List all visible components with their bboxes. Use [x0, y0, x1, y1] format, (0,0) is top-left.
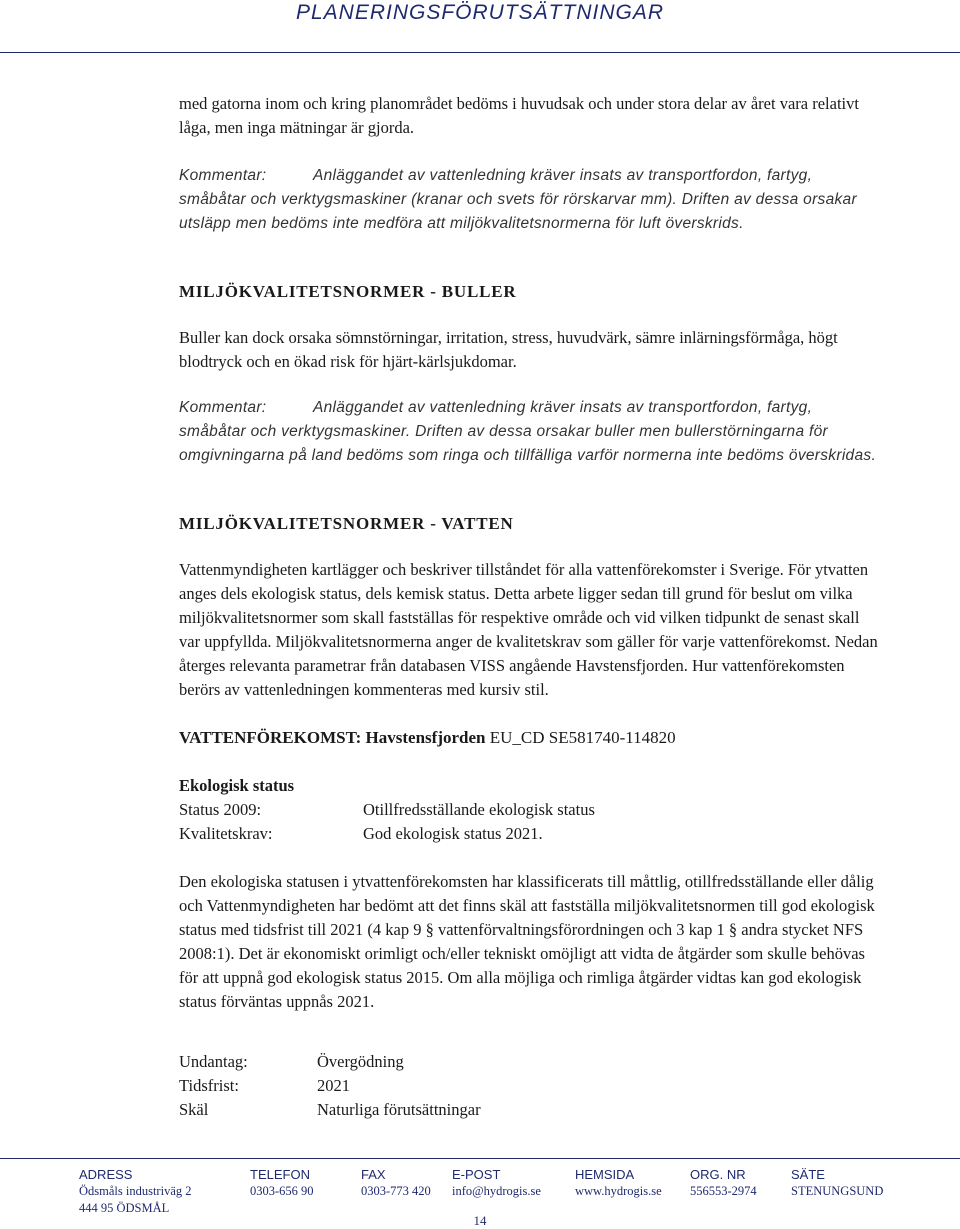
kvalitetskrav-key: Kvalitetskrav:	[179, 824, 273, 843]
footer-hemsida-label: HEMSIDA	[575, 1167, 635, 1182]
status-value: Otillfredsställande ekologisk status	[363, 800, 595, 819]
document-body	[179, 92, 879, 1122]
skal-row	[179, 1098, 879, 1122]
status-row	[179, 798, 879, 822]
vatten-heading: MILJÖKVALITETSNORMER - VATTEN	[179, 514, 514, 533]
footer-epost	[452, 1166, 541, 1200]
undantag-key: Undantag:	[179, 1052, 248, 1071]
kvalitetskrav-row	[179, 822, 879, 846]
page-number: 14	[473, 1213, 487, 1228]
comment-text: Anläggandet av vattenledning kräver insats av transportfordon, fartyg, småbåtar och verktygsmaskiner (kranar och svets för rörskarvar mm). Driften av dessa orsakar utsläpp men bedöms inte medföra att miljökvalitetsnormerna för luft överskrids.	[179, 167, 857, 232]
footer-epost-link[interactable]: info@hydrogis.se	[452, 1184, 541, 1198]
vattenforekomst-label: VATTENFÖREKOMST: Havstensfjorden	[179, 728, 486, 747]
tidsfrist-value: 2021	[317, 1076, 350, 1095]
footer-fax-label: FAX	[361, 1167, 386, 1182]
kvalitetskrav-value: God ekologisk status 2021.	[363, 824, 543, 843]
footer-divider	[0, 1158, 960, 1159]
footer-sate	[791, 1166, 883, 1200]
comment-label: Kommentar:	[179, 167, 267, 184]
footer-orgnr-value: 556553-2974	[690, 1184, 757, 1198]
buller-heading: MILJÖKVALITETSNORMER - BULLER	[179, 282, 517, 301]
ekologisk-heading: Ekologisk status	[179, 776, 295, 795]
intro-comment	[179, 164, 879, 236]
footer-epost-label: E-POST	[452, 1167, 501, 1182]
vattenforekomst-line	[179, 726, 879, 750]
tidsfrist-row	[179, 1074, 879, 1098]
undantag-value: Övergödning	[317, 1052, 404, 1071]
header-divider	[0, 52, 960, 53]
vatten-paragraph: Vattenmyndigheten kartlägger och beskriver tillståndet för alla vattenförekomster i Sverige. För ytvatten anges dels ekologisk status, dels kemisk status. Detta arbete ligger sedan till grund för beslut om vilka miljökvalitetsnormer som skall fastställas för respektive område och vid vilken tidpunkt de senast skall var uppfyllda. Miljökvalitetsnormerna anger de kvalitetskrav som gäller för varje vattenförekomst. Nedan återges relevanta parametrar från databasen VISS angående Havstensfjorden. Hur vattenförekomsten berörs av vattenledningen kommenteras med kursiv stil.	[179, 560, 878, 699]
undantag-table	[179, 1050, 879, 1122]
skal-value: Naturliga förutsättningar	[317, 1100, 481, 1119]
buller-comment	[179, 396, 879, 468]
status-key: Status 2009:	[179, 800, 262, 819]
footer-adress-label: ADRESS	[79, 1167, 133, 1182]
comment-label: Kommentar:	[179, 399, 267, 416]
footer-telefon-value: 0303-656 90	[250, 1184, 314, 1198]
page-header-title: PLANERINGSFÖRUTSÄTTNINGAR	[295, 1, 665, 24]
buller-paragraph: Buller kan dock orsaka sömnstörningar, irritation, stress, huvudvärk, sämre inlärningsförmåga, högt blodtryck och en ökad risk för hjärt-kärlsjukdomar.	[179, 328, 838, 371]
footer-adress-line2: 444 95 ÖDSMÅL	[79, 1201, 170, 1215]
tidsfrist-key: Tidsfrist:	[179, 1076, 239, 1095]
footer-hemsida-link[interactable]: www.hydrogis.se	[575, 1184, 662, 1198]
footer-orgnr-label: ORG. NR	[690, 1167, 746, 1182]
footer-fax	[361, 1166, 431, 1200]
intro-paragraph: med gatorna inom och kring planområdet bedöms i huvudsak och under stora delar av året vara relativt låga, men inga mätningar är gjorda.	[179, 94, 859, 137]
ekologisk-paragraph: Den ekologiska statusen i ytvattenförekomsten har klassificerats till måttlig, otillfredsställande eller dålig och Vattenmyndigheten har bedömt att det finns skäl att fastställa miljökvalitetsnormen till god ekologisk status med tidsfrist till 2021 (4 kap 9 § vattenförvaltningsförordningen och 3 kap 1 § andra stycket NFS 2008:1). Det är ekonomiskt orimligt och/eller tekniskt omöjligt att vidta de åtgärder som skulle behövas för att uppnå god ekologisk status 2015. Om alla möjliga och rimliga åtgärder vidtas kan god ekologisk status förväntas uppnås 2021.	[179, 872, 875, 1011]
footer-orgnr	[690, 1166, 757, 1200]
footer-telefon	[250, 1166, 314, 1200]
footer-adress	[79, 1166, 192, 1217]
footer-sate-label: SÄTE	[791, 1167, 825, 1182]
footer-adress-line1: Ödsmåls industriväg 2	[79, 1184, 192, 1198]
footer-sate-value: STENUNGSUND	[791, 1184, 884, 1198]
footer-telefon-label: TELEFON	[250, 1167, 310, 1182]
skal-key: Skäl	[179, 1100, 209, 1119]
vattenforekomst-code: EU_CD SE581740-114820	[485, 728, 676, 747]
comment-text: Anläggandet av vattenledning kräver insats av transportfordon, fartyg, småbåtar och verktygsmaskiner. Driften av dessa orsakar buller men bullerstörningarna för omgivningarna på land bedöms som ringa och tillfälliga varför normerna inte bedöms överskridas.	[179, 399, 877, 464]
undantag-row	[179, 1050, 879, 1074]
footer-hemsida	[575, 1166, 662, 1200]
footer-fax-value: 0303-773 420	[361, 1184, 431, 1198]
